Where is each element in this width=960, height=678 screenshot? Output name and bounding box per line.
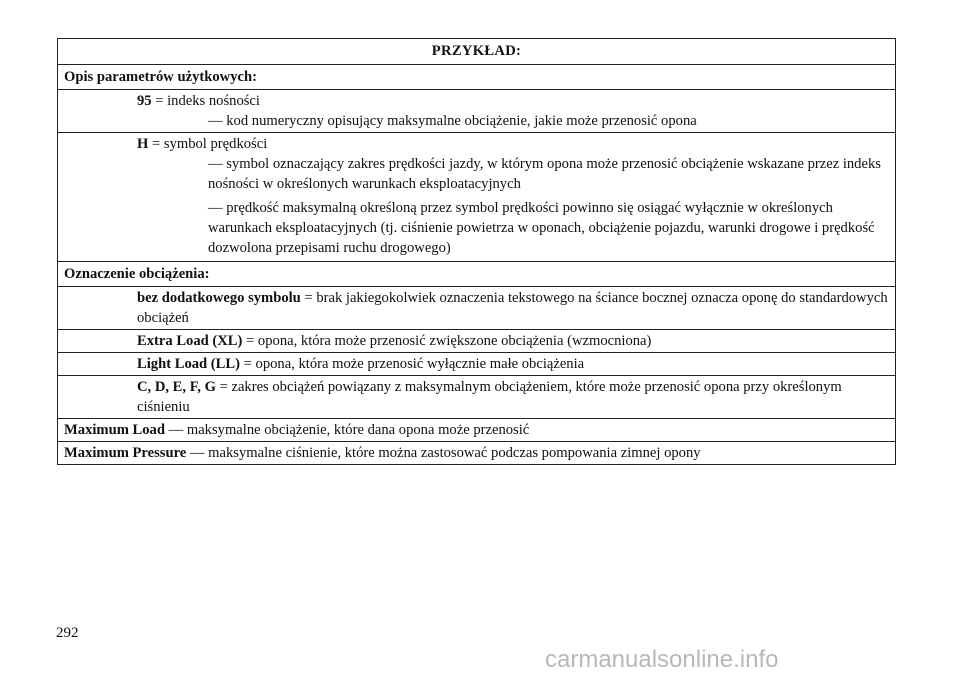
table-row [58, 39, 896, 65]
max-load-term: Maximum Load [64, 422, 165, 438]
speed-symbol-cell [58, 133, 896, 262]
load-row-standard [58, 287, 896, 330]
max-pressure-cell [58, 442, 896, 465]
table-row [58, 287, 896, 330]
load-index-code: 95 [137, 93, 152, 109]
load-row-xl [58, 330, 896, 353]
speed-symbol-code: H [137, 136, 149, 152]
param-heading: Opis parametrów użytkowych: [58, 65, 896, 90]
table-row [58, 330, 896, 353]
table-row [58, 353, 896, 376]
load-desc: = brak jakiegokolwiek oznaczenia tekstowego na ściance bocznej oznacza oponę do standardowych obciążeń [137, 290, 888, 326]
max-pressure-desc: — maksymalne ciśnienie, które można zastosować podczas pompowania zimnej opony [186, 445, 701, 461]
speed-symbol-sub-1: — symbol oznaczający zakres prędkości jazdy, w którym opona może przenosić obciążenie wskazane przez indeks nośności w określonych warunkach eksploatacyjnych [208, 156, 881, 192]
max-load-cell [58, 419, 896, 442]
load-term: C, D, E, F, G [137, 379, 216, 395]
table-row [58, 419, 896, 442]
load-desc: = zakres obciążeń powiązany z maksymalnym obciążeniem, które może przenosić opona przy określonym ciśnieniu [137, 379, 842, 415]
watermark-text: carmanualsonline.info [545, 646, 779, 673]
load-index-text: = indeks nośności [151, 93, 260, 109]
table-row [58, 442, 896, 465]
tire-info-table [57, 38, 896, 465]
load-index-line [137, 91, 889, 111]
table-row [58, 133, 896, 262]
load-term: bez dodatkowego symbolu [137, 290, 301, 306]
table-row [58, 376, 896, 419]
table-row [58, 90, 896, 133]
max-pressure-term: Maximum Pressure [64, 445, 187, 461]
max-load-desc: — maksymalne obciążenie, które dana opona może przenosić [164, 422, 530, 438]
table-row [58, 65, 896, 90]
load-desc: = opona, która może przenosić zwiększone obciążenia (wzmocniona) [242, 333, 652, 349]
table-row [58, 262, 896, 287]
load-row-cdefg [58, 376, 896, 419]
speed-symbol-sub-2: — prędkość maksymalną określoną przez symbol prędkości powinno się osiągać wyłącznie w określonych warunkach eksploatacyjnych (tj. ciśnienie powietrza w oponach, obciążenie pojazdu, warunki drogowe i prędkość dozwolona przepisami ruchu drogowego) [208, 200, 875, 256]
load-index-sub: — kod numeryczny opisujący maksymalne obciążenie, jakie może przenosić opona [208, 113, 697, 129]
table-title: PRZYKŁAD: [58, 39, 896, 65]
speed-symbol-text: = symbol prędkości [148, 136, 268, 152]
speed-symbol-line [137, 134, 889, 154]
load-index-cell [58, 90, 896, 133]
load-term: Extra Load (XL) [137, 333, 243, 349]
load-heading: Oznaczenie obciążenia: [58, 262, 896, 287]
load-row-ll [58, 353, 896, 376]
load-desc: = opona, która może przenosić wyłącznie małe obciążenia [240, 356, 585, 372]
load-term: Light Load (LL) [137, 356, 240, 372]
page-number: 292 [56, 625, 79, 641]
